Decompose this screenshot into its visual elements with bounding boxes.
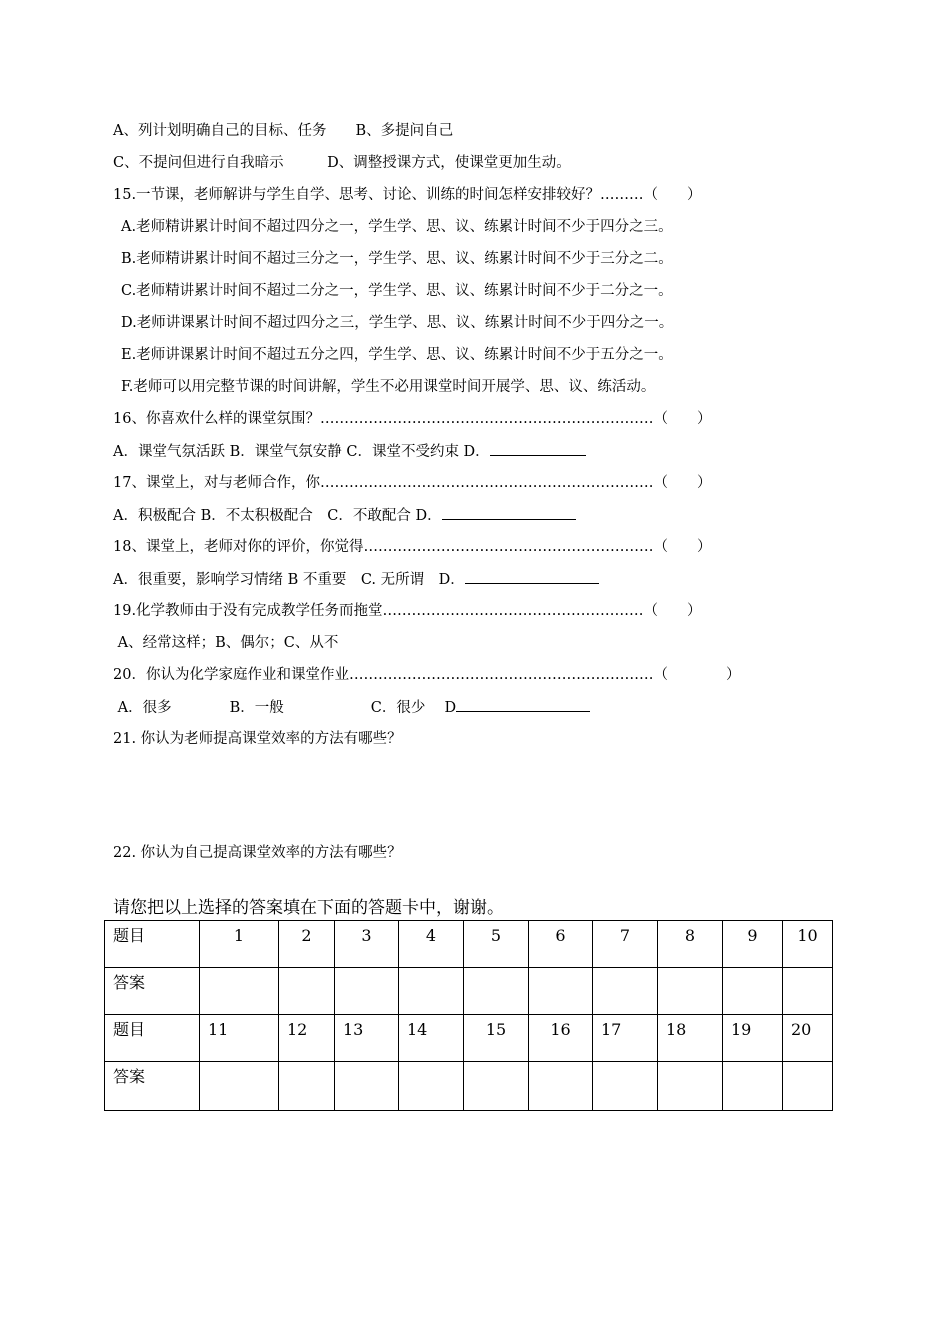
question-number: 18 — [658, 1015, 723, 1062]
q17-options-text: A．积极配合 B．不太积极配合 C．不敢配合 D． — [113, 508, 442, 524]
q14-options-ab: A、列计划明确自己的目标、任务 B、多提问自己 — [113, 123, 454, 139]
answer-cell[interactable] — [593, 968, 658, 1015]
answer-label: 答案 — [105, 1062, 200, 1111]
q20-blank — [456, 697, 590, 712]
question-number: 1 — [200, 921, 279, 968]
q15-option-d: D.老师讲课累计时间不超过四分之三，学生学、思、议、练累计时间不少于四分之一。 — [121, 315, 674, 331]
answer-cell[interactable] — [529, 1062, 593, 1111]
question-22: 22. 你认为自己提高课堂效率的方法有哪些？ — [113, 845, 402, 861]
question-18: 18、课堂上，老师对你的评价，你觉得……………………………………………………（ ） — [113, 539, 712, 555]
answer-card-table — [104, 920, 833, 1111]
question-number: 9 — [723, 921, 783, 968]
question-number: 8 — [658, 921, 723, 968]
question-number: 16 — [529, 1015, 593, 1062]
q20-options — [113, 697, 590, 718]
question-number: 4 — [399, 921, 464, 968]
answer-card-prompt: 请您把以上选择的答案填在下面的答题卡中，谢谢。 — [113, 898, 504, 918]
q15-option-e: E.老师讲课累计时间不超过五分之四，学生学、思、议、练累计时间不少于五分之一。 — [121, 347, 673, 363]
q20-options-text: A．很多 B．一般 C．很少 D — [113, 700, 457, 716]
q17-options — [113, 505, 576, 526]
answer-cell[interactable] — [723, 968, 783, 1015]
question-20: 20．你认为化学家庭作业和课堂作业………………………………………………………（ ） — [113, 667, 741, 683]
q14-options-cd: C、不提问但进行自我暗示 D、调整授课方式，使课堂更加生动。 — [113, 155, 571, 171]
answer-cell[interactable] — [464, 968, 529, 1015]
q18-options — [113, 569, 599, 590]
question-number: 12 — [279, 1015, 335, 1062]
question-number: 17 — [593, 1015, 658, 1062]
question-row-2 — [105, 1015, 833, 1062]
question-21: 21. 你认为老师提高课堂效率的方法有哪些？ — [113, 731, 402, 747]
answer-label: 答案 — [105, 968, 200, 1015]
q15-option-f: F.老师可以用完整节课的时间讲解，学生不必用课堂时间开展学、思、议、练活动。 — [121, 379, 656, 395]
answer-cell[interactable] — [783, 968, 833, 1015]
answer-row-2 — [105, 1062, 833, 1111]
answer-cell[interactable] — [658, 1062, 723, 1111]
question-number: 5 — [464, 921, 529, 968]
answer-cell[interactable] — [399, 1062, 464, 1111]
question-number: 15 — [464, 1015, 529, 1062]
question-16: 16、你喜欢什么样的课堂氛围？……………………………………………………………（ ） — [113, 411, 712, 427]
q17-blank — [442, 505, 576, 520]
question-number: 13 — [335, 1015, 399, 1062]
question-17: 17、课堂上，对与老师合作，你……………………………………………………………（ ） — [113, 475, 712, 491]
answer-cell[interactable] — [723, 1062, 783, 1111]
question-label: 题目 — [105, 921, 200, 968]
answer-cell[interactable] — [593, 1062, 658, 1111]
q16-options-text: A．课堂气氛活跃 B．课堂气氛安静 C．课堂不受约束 D． — [113, 444, 490, 460]
answer-row-1 — [105, 968, 833, 1015]
question-number: 11 — [200, 1015, 279, 1062]
answer-cell[interactable] — [783, 1062, 833, 1111]
q15-option-c: C.老师精讲累计时间不超过二分之一，学生学、思、议、练累计时间不少于二分之一。 — [121, 283, 673, 299]
question-number: 19 — [723, 1015, 783, 1062]
q16-blank — [490, 441, 586, 456]
question-15: 15.一节课，老师解讲与学生自学、思考、讨论、训练的时间怎样安排较好？………（ ） — [113, 187, 702, 203]
answer-cell[interactable] — [200, 1062, 279, 1111]
answer-cell[interactable] — [529, 968, 593, 1015]
q18-blank — [465, 569, 599, 584]
question-number: 14 — [399, 1015, 464, 1062]
question-row-1 — [105, 921, 833, 968]
question-number: 3 — [335, 921, 399, 968]
question-number: 7 — [593, 921, 658, 968]
answer-cell[interactable] — [464, 1062, 529, 1111]
question-number: 10 — [783, 921, 833, 968]
answer-cell[interactable] — [399, 968, 464, 1015]
answer-cell[interactable] — [335, 968, 399, 1015]
answer-cell[interactable] — [200, 968, 279, 1015]
question-label: 题目 — [105, 1015, 200, 1062]
question-number: 6 — [529, 921, 593, 968]
answer-cell[interactable] — [658, 968, 723, 1015]
answer-cell[interactable] — [279, 1062, 335, 1111]
q19-options: A、经常这样；B、偶尔；C、从不 — [113, 635, 339, 651]
question-number: 20 — [783, 1015, 833, 1062]
q18-options-text: A．很重要，影响学习情绪 B 不重要 C. 无所谓 D． — [113, 572, 465, 588]
q16-options — [113, 441, 586, 462]
q15-option-a: A.老师精讲累计时间不超过四分之一，学生学、思、议、练累计时间不少于四分之三。 — [121, 219, 673, 235]
question-19: 19.化学教师由于没有完成教学任务而拖堂………………………………………………（ ） — [113, 603, 702, 619]
answer-cell[interactable] — [279, 968, 335, 1015]
q15-option-b: B.老师精讲累计时间不超过三分之一，学生学、思、议、练累计时间不少于三分之二。 — [121, 251, 673, 267]
question-number: 2 — [279, 921, 335, 968]
answer-cell[interactable] — [335, 1062, 399, 1111]
